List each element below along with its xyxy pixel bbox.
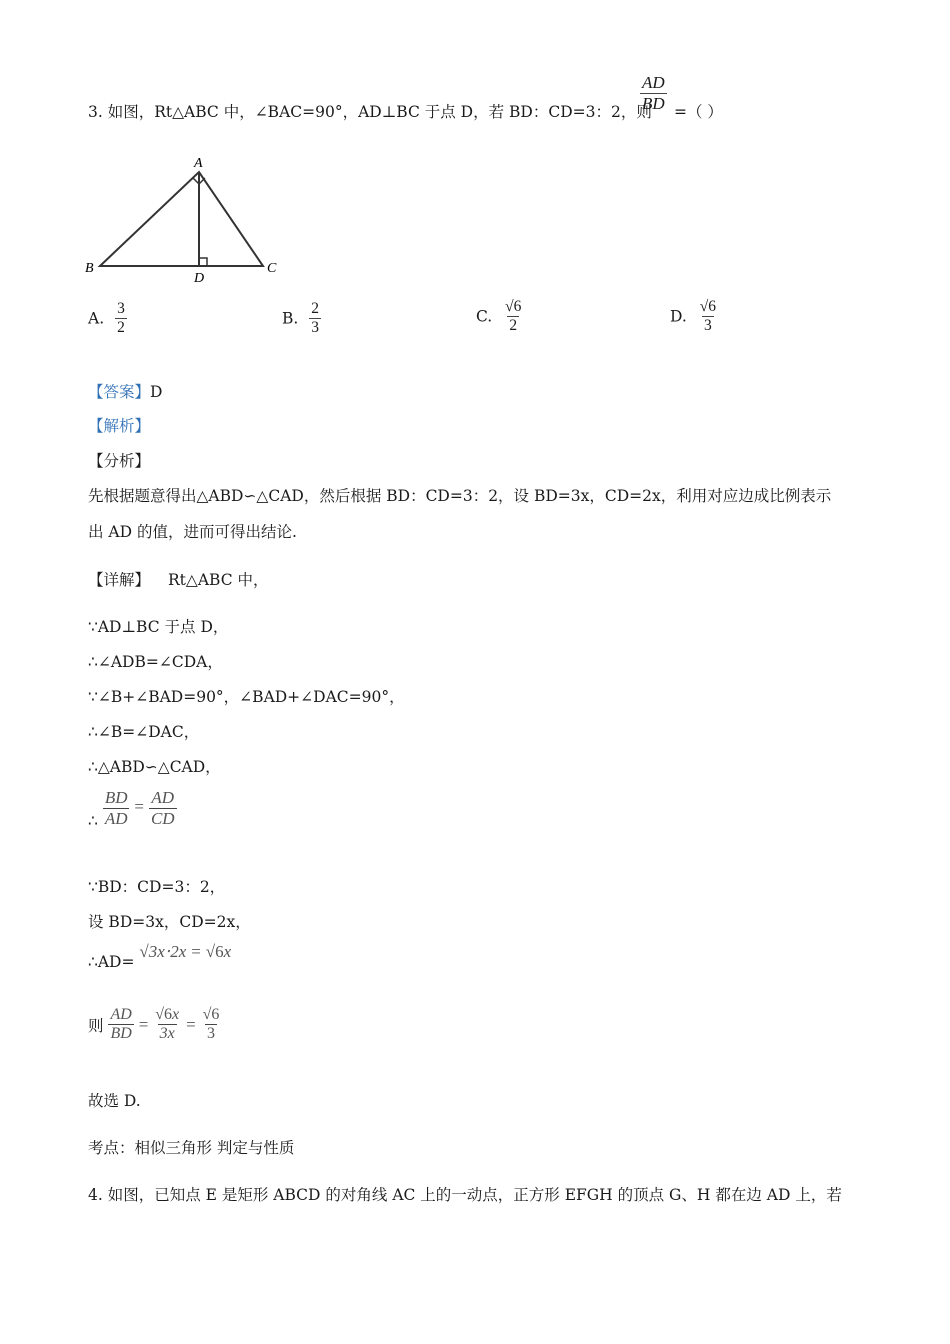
step-2: ∴∠ADB=∠CDA， xyxy=(88,653,223,671)
step-6 xyxy=(88,788,177,830)
step-9-radicand2: 6 xyxy=(215,942,224,961)
step-9-eq: = xyxy=(191,942,201,961)
q3-stem-text: 3. 如图，Rt△ABC 中，∠BAC=90°，AD⊥BC 于点 D，若 BD：CD=3：2，则 xyxy=(88,103,652,121)
option-a-label: A. xyxy=(88,309,105,328)
option-b-label: B. xyxy=(282,309,299,328)
step-1: ∵AD⊥BC 于点 D， xyxy=(88,618,229,636)
option-d-label: D. xyxy=(670,307,687,326)
option-c-fraction xyxy=(503,298,523,335)
step-9-radicand: 3x⋅2x xyxy=(148,942,187,961)
option-a-fraction xyxy=(115,300,127,337)
q3-ratio-fraction xyxy=(640,73,667,113)
option-b-fraction xyxy=(309,300,321,337)
answer-line xyxy=(88,380,162,402)
answer-tag: 【答案】 xyxy=(88,383,151,401)
label-b: B xyxy=(85,261,94,276)
option-a[interactable] xyxy=(88,300,127,337)
q3-tail: =（ ） xyxy=(674,103,723,121)
q4-stem: 4. 如图，已知点 E 是矩形 ABCD 的对角线 AC 上的一动点，正方形 EFGH 的顶点 G、H 都在边 AD 上，若 xyxy=(88,1186,842,1204)
step-10-eq2: = xyxy=(186,1014,196,1034)
step-6-eq: = xyxy=(134,797,145,817)
step-4: ∴∠B=∠DAC， xyxy=(88,723,200,741)
option-c-label: C. xyxy=(476,307,493,326)
q3-ratio-num: AD xyxy=(642,73,665,92)
step-6-frac1 xyxy=(103,788,130,828)
option-a-num: 3 xyxy=(117,300,125,317)
detail-intro: Rt△ABC 中， xyxy=(168,571,269,589)
detail-intro-line xyxy=(88,568,269,590)
option-c-num: √6 xyxy=(505,298,522,315)
option-b[interactable] xyxy=(282,300,321,337)
step-6-frac2-num: AD xyxy=(151,788,175,807)
option-c[interactable] xyxy=(476,298,523,335)
fenxi-line1: 先根据题意得出△ABD∽△CAD，然后根据 BD：CD=3：2，设 BD=3x，CD=2x，利用对应边成比例表示 xyxy=(88,487,832,505)
option-c-den: 2 xyxy=(509,316,518,334)
step-10-frac2-rad: 6 xyxy=(164,1006,173,1023)
step-10-frac2-num: √6x xyxy=(155,1006,180,1023)
step-10-frac3-rad: 6 xyxy=(211,1006,220,1023)
option-b-num: 2 xyxy=(311,300,320,317)
step-9-radical2: √6x xyxy=(205,942,232,961)
label-d: D xyxy=(194,271,205,286)
step-8: 设 BD=3x，CD=2x， xyxy=(88,913,251,931)
step-3: ∵∠B+∠BAD=90°，∠BAD+∠DAC=90°， xyxy=(88,688,405,706)
step-9-prefix: ∴AD= xyxy=(88,953,135,971)
answer-value: D xyxy=(150,383,163,401)
right-angle-mark-d xyxy=(199,258,207,266)
step-10-frac2-x: x xyxy=(172,1006,180,1023)
option-d-num: √6 xyxy=(699,298,717,315)
step-6-frac1-den: AD xyxy=(104,808,128,828)
step-10-frac1-num: AD xyxy=(110,1006,132,1023)
step-10-prefix: 则 xyxy=(88,1016,104,1035)
option-a-den: 2 xyxy=(117,318,125,336)
step-9-x: x xyxy=(223,942,232,961)
triangle-figure xyxy=(80,150,290,290)
step-6-frac2-den: CD xyxy=(150,808,175,828)
step-11: 故选 D. xyxy=(88,1092,141,1110)
step-10-frac2-den: 3x xyxy=(159,1025,175,1043)
q3-ratio-den: BD xyxy=(642,93,665,113)
detail-tag: 【详解】 xyxy=(88,571,151,589)
fenxi-tag: 【分析】 xyxy=(88,452,151,470)
step-7: ∵BD：CD=3：2， xyxy=(88,878,226,896)
fenxi-line2: 出 AD 的值，进而可得出结论. xyxy=(88,523,297,541)
q3-ratio xyxy=(640,73,667,113)
step-9 xyxy=(88,942,231,971)
q3-stem xyxy=(88,100,652,122)
option-d-fraction xyxy=(698,298,718,335)
option-d-den: 3 xyxy=(704,316,712,334)
option-b-den: 3 xyxy=(311,318,320,336)
step-10-eq: = xyxy=(138,1014,149,1034)
step-10-frac3-num: √6 xyxy=(202,1006,220,1023)
option-d[interactable] xyxy=(670,298,718,335)
triangle-abc xyxy=(100,172,263,266)
step-5: ∴△ABD∽△CAD， xyxy=(88,758,221,776)
step-10-frac2 xyxy=(153,1006,181,1044)
step-10-frac3 xyxy=(201,1006,222,1044)
step-10-frac3-den: 3 xyxy=(207,1025,215,1043)
step-10-frac1 xyxy=(108,1006,133,1044)
step-6-frac1-num: BD xyxy=(104,788,128,807)
step-10-frac1-den: BD xyxy=(110,1025,132,1043)
step-6-prefix: ∴ xyxy=(88,812,98,831)
step-10 xyxy=(88,1006,221,1044)
label-c: C xyxy=(267,261,277,276)
jiexi-tag: 【解析】 xyxy=(88,417,151,435)
label-a: A xyxy=(194,156,203,171)
step-9-radical: √3x⋅2x xyxy=(139,942,187,961)
step-6-frac2 xyxy=(149,788,177,828)
kaodian: 考点：相似三角形 判定与性质 xyxy=(88,1139,295,1157)
